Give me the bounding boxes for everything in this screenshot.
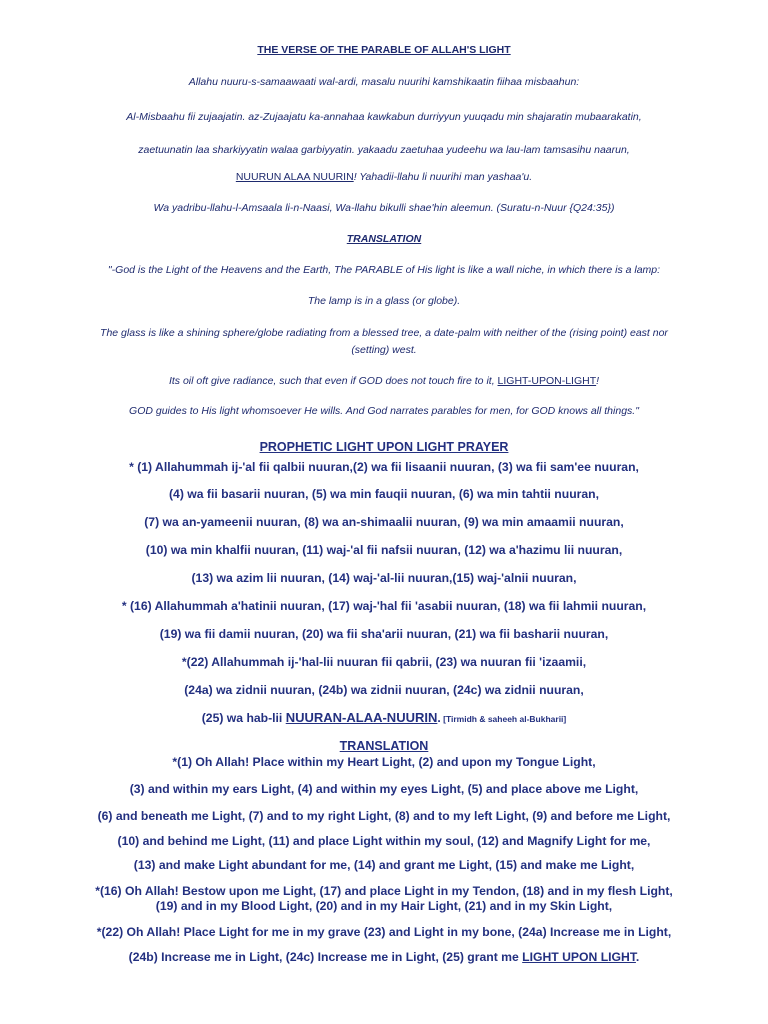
prayer-line-9: (24a) wa zidnii nuuran, (24b) wa zidnii nuuran, (24c) wa zidnii nuuran, — [184, 683, 584, 697]
verse-translation-line-1: "-God is the Light of the Heavens and the Earth, The PARABLE of His light is like a wall niche, in which there is a lamp: — [107, 264, 661, 276]
prayer-line-6: * (16) Allahummah a'hatinii nuuran, (17) waj-'hal fii 'asabii nuuran, (18) wa fii lahmii nuuran, — [121, 599, 647, 613]
verse-translation-line-2: The lamp is in a glass (or globe). — [307, 295, 461, 307]
verse-oil-line — [40, 374, 728, 388]
verse-translation-line-4: (setting) west. — [351, 344, 417, 356]
verse-line-3: zaetuunatin laa sharkiyyatin walaa garbiyyatin. yakaadu zaetuhaa yudeehu wa lau-lam tamsasihu naarun, — [138, 144, 630, 156]
prayer-line-4: (10) wa min khalfii nuuran, (11) waj-'al fii nafsii nuuran, (12) wa a'hazimu lii nuuran, — [145, 543, 623, 557]
prayer-translation-last-emphasis: LIGHT UPON LIGHT — [522, 950, 636, 964]
prayer-translation-line-6: *(16) Oh Allah! Bestow upon me Light, (17) and place Light in my Tendon, (18) and in my flesh Light, — [95, 884, 673, 898]
verse-oil-end: ! — [596, 375, 600, 387]
verse-heading: THE VERSE OF THE PARABLE OF ALLAH'S LIGHT — [257, 44, 511, 56]
verse-line-2: Al-Misbaahu fii zujaajatin. az-Zujaajatu ka-annahaa kawkabun durriyyun yuuqadu min shajaratin mubaarakatin, — [126, 111, 642, 123]
verse-line-4-rest: ! Yahadii-llahu li nuurihi man yashaa'u. — [353, 171, 533, 183]
prayer-translation-line-8: *(22) Oh Allah! Place Light for me in my grave (23) and Light in my bone, (24a) Increase me in Light, — [96, 925, 672, 939]
prayer-line-10 — [40, 711, 728, 726]
prayer-line-3: (7) wa an-yameenii nuuran, (8) wa an-shimaalii nuuran, (9) wa min amaamii nuuran, — [144, 515, 624, 529]
prayer-line-7: (19) wa fii damii nuuran, (20) wa fii sha'arii nuuran, (21) wa fii basharii nuuran, — [159, 627, 609, 641]
prayer-translation-line-7: (19) and in my Blood Light, (20) and in my Hair Light, (21) and in my Skin Light, — [155, 899, 613, 913]
prayer-translation-line-3: (6) and beneath me Light, (7) and to my right Light, (8) and to my left Light, (9) and before me Light, — [97, 809, 671, 823]
prayer-translation-line-5: (13) and make Light abundant for me, (14) and grant me Light, (15) and make me Light, — [133, 858, 635, 872]
prayer-line-2: (4) wa fii basarii nuuran, (5) wa min fauqii nuuran, (6) wa min tahtii nuuran, — [169, 487, 599, 501]
prayer-line-5: (13) wa azim lii nuuran, (14) waj-'al-lii nuuran,(15) waj-'alnii nuuran, — [191, 571, 577, 585]
verse-line-1: Allahu nuuru-s-samaawaati wal-ardi, masalu nuurihi kamshikaatin fiihaa misbaahun: — [188, 76, 580, 88]
verse-oil-text: Its oil oft give radiance, such that even if GOD does not touch fire to it, — [168, 375, 498, 387]
prayer-translation-heading: TRANSLATION — [339, 739, 429, 753]
verse-light-upon-light: NUURUN ALAA NUURIN — [235, 171, 354, 183]
prayer-translation-line-2: (3) and within my ears Light, (4) and within my eyes Light, (5) and place above me Light, — [129, 782, 639, 796]
prayer-translation-line-9 — [40, 950, 728, 964]
prayer-last-emphasis: NUURAN-ALAA-NUURIN — [285, 710, 438, 725]
prayer-reference: [Tirmidh & saheeh al-Bukharii] — [440, 714, 567, 724]
prayer-heading: PROPHETIC LIGHT UPON LIGHT PRAYER — [259, 440, 509, 454]
prayer-translation-line-1: *(1) Oh Allah! Place within my Heart Light, (2) and upon my Tongue Light, — [172, 755, 596, 769]
verse-line-4 — [40, 170, 728, 184]
prayer-translation-line-4: (10) and behind me Light, (11) and place Light within my soul, (12) and Magnify Light for me, — [117, 834, 651, 848]
verse-translation-heading: TRANSLATION — [346, 233, 422, 245]
verse-oil-emphasis: LIGHT-UPON-LIGHT — [497, 375, 597, 387]
prayer-line-8: *(22) Allahummah ij-'hal-lii nuuran fii qabrii, (23) wa nuuran fii 'izaamii, — [181, 655, 587, 669]
prayer-translation-last-prefix: (24b) Increase me in Light, (24c) Increase me in Light, (25) grant me — [128, 950, 523, 964]
verse-last-line: GOD guides to His light whomsoever He wills. And God narrates parables for men, for GOD knows all things." — [129, 405, 639, 417]
prayer-translation-last-dot: . — [635, 950, 640, 964]
verse-translation-line-3: The glass is like a shining sphere/globe radiating from a blessed tree, a date-palm with neither of the (rising point) east nor — [100, 327, 668, 339]
verse-line-5: Wa yadribu-llahu-l-Amsaala li-n-Naasi, Wa-llahu bikulli shae'hin aleemun. (Suratu-n-Nuur {Q24:35}) — [153, 202, 615, 214]
prayer-last-prefix: (25) wa hab-lii — [201, 711, 286, 725]
prayer-line-1: * (1) Allahummah ij-'al fii qalbii nuuran,(2) wa fii lisaanii nuuran, (3) wa fii sam'ee nuuran, — [129, 460, 639, 474]
prayer-last-dot: . — [437, 711, 441, 725]
